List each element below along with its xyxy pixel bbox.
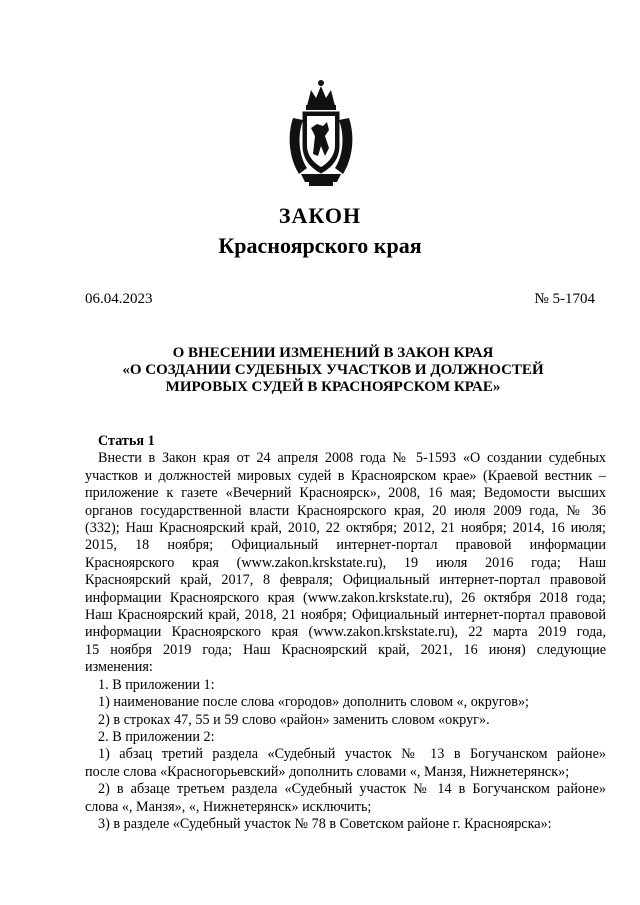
paragraph-line: 15 ноября 2019 года; Наш Красноярский край, 2021, 16 июня) следующие xyxy=(85,641,606,658)
list-item: 2. В приложении 2: xyxy=(98,728,215,745)
document-subtitle: Красноярского края xyxy=(218,233,422,258)
document-date: 06.04.2023 xyxy=(85,291,153,307)
heading-line: «О СОЗДАНИИ СУДЕБНЫХ УЧАСТКОВ И ДОЛЖНОСТЕЙ xyxy=(122,362,544,378)
paragraph-line: Наш Красноярский край, 2018, 21 ноября; Официальный интернет-портал правовой xyxy=(85,607,606,624)
heading-line: О ВНЕСЕНИИ ИЗМЕНЕНИЙ В ЗАКОН КРАЯ xyxy=(172,345,494,361)
coat-of-arms-emblem xyxy=(285,76,357,188)
list-item: 2) в строках 47, 55 и 59 слово «район» заменить словом «округ». xyxy=(98,711,490,728)
list-item: 3) в разделе «Судебный участок № 78 в Советском районе г. Красноярска»: xyxy=(98,815,552,832)
paragraph-line: изменения: xyxy=(85,659,153,676)
list-item: 1) абзац третий раздела «Судебный участок № 13 в Богучанском районе» xyxy=(98,746,606,763)
paragraph-line: участков и должностей мировых судей в Красноярском крае» (Краевой вестник – xyxy=(85,467,606,484)
document-number: № 5-1704 xyxy=(534,291,595,307)
paragraph-line: информации Красноярского края (www.zakon.krskstate.ru), 22 марта 2019 года, xyxy=(85,624,606,641)
list-item-continuation: слова «, Манзя», «, Нижнетерянск» исключить; xyxy=(85,798,372,815)
list-item: 1. В приложении 1: xyxy=(98,676,215,693)
paragraph-line: Красноярский край, 2017, 8 февраля; Официальный интернет-портал правовой xyxy=(85,572,606,589)
paragraph-line: Красноярского края (www.zakon.krskstate.ru), 19 июля 2016 года; Наш xyxy=(85,554,606,571)
document-title: ЗАКОН xyxy=(278,203,362,228)
list-item: 1) наименование после слова «городов» дополнить словом «, округов»; xyxy=(98,694,529,711)
paragraph-line: органов государственной власти Красноярского края, 20 июля 2009 года, № 36 xyxy=(85,502,606,519)
heading-line: МИРОВЫХ СУДЕЙ В КРАСНОЯРСКОМ КРАЕ» xyxy=(165,379,501,395)
list-item: 2) в абзаце третьем раздела «Судебный участок № 14 в Богучанском районе» xyxy=(98,781,606,798)
paragraph-line: (332); Наш Красноярский край, 2010, 22 октября; 2012, 21 ноября; 2014, 16 июля; xyxy=(85,520,606,537)
paragraph-line: информации Красноярского края (www.zakon.krskstate.ru), 26 октября 2018 года; xyxy=(85,589,606,606)
paragraph-line: 2015, 18 ноября; Официальный интернет-портал правовой информации xyxy=(85,537,606,554)
article-heading: Статья 1 xyxy=(98,433,155,449)
document-body xyxy=(85,433,606,833)
list-item-continuation: после слова «Красногорьевский» дополнить словами «, Манзя, Нижнетерянск»; xyxy=(85,763,570,780)
paragraph-line: приложение к газете «Вечерний Красноярск», 2008, 16 мая; Ведомости высших xyxy=(85,485,606,502)
document-heading xyxy=(60,345,606,396)
paragraph-line: Внести в Закон края от 24 апреля 2008 года № 5-1593 «О создании судебных xyxy=(98,450,606,467)
